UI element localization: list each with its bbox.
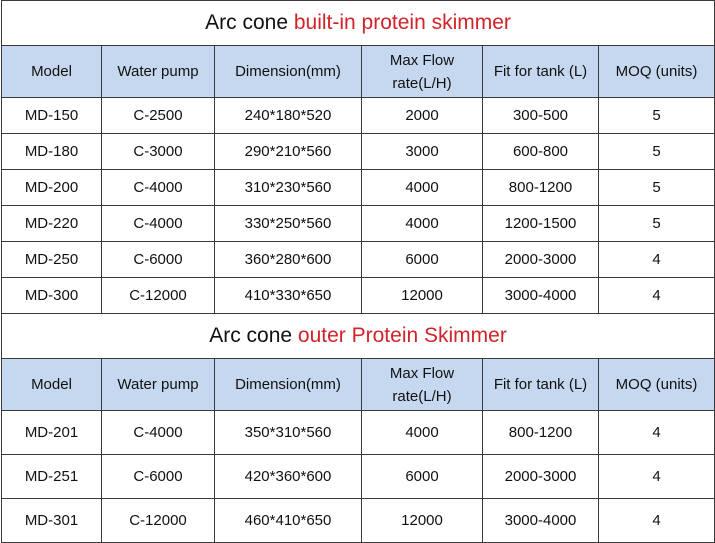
header-dimension: Dimension(mm) (215, 46, 362, 98)
table-row (2, 170, 715, 206)
cell-pump: C-4000 (102, 170, 215, 206)
product-spec-table (1, 0, 715, 543)
header-flow-line2: rate(L/H) (392, 387, 452, 405)
cell-flow: 4000 (362, 206, 483, 242)
cell-tank: 1200-1500 (483, 206, 599, 242)
header-water-pump: Water pump (102, 359, 215, 411)
table-row (2, 455, 715, 499)
cell-pump: C-3000 (102, 134, 215, 170)
cell-tank: 2000-3000 (483, 455, 599, 499)
header-model: Model (2, 46, 102, 98)
cell-tank: 3000-4000 (483, 499, 599, 543)
cell-dimension: 290*210*560 (215, 134, 362, 170)
cell-dimension: 310*230*560 (215, 170, 362, 206)
cell-dimension: 410*330*650 (215, 278, 362, 314)
cell-tank: 3000-4000 (483, 278, 599, 314)
cell-moq: 4 (599, 455, 715, 499)
header-row (2, 359, 715, 411)
header-max-flow (362, 46, 483, 98)
cell-dimension: 240*180*520 (215, 98, 362, 134)
cell-model: MD-200 (2, 170, 102, 206)
section-title-row (2, 314, 715, 359)
cell-pump: C-4000 (102, 206, 215, 242)
table-row (2, 278, 715, 314)
header-flow-line1: Max Flow (389, 364, 455, 382)
cell-moq: 4 (599, 242, 715, 278)
title-highlight: built-in protein skimmer (293, 11, 511, 34)
cell-dimension: 360*280*600 (215, 242, 362, 278)
cell-pump: C-2500 (102, 98, 215, 134)
cell-dimension: 460*410*650 (215, 499, 362, 543)
title-prefix: Arc cone (209, 324, 293, 347)
cell-moq: 5 (599, 170, 715, 206)
table-row (2, 206, 715, 242)
header-model: Model (2, 359, 102, 411)
cell-flow: 6000 (362, 242, 483, 278)
cell-dimension: 330*250*560 (215, 206, 362, 242)
cell-moq: 5 (599, 98, 715, 134)
cell-model: MD-150 (2, 98, 102, 134)
table-row (2, 242, 715, 278)
cell-pump: C-6000 (102, 455, 215, 499)
cell-dimension: 420*360*600 (215, 455, 362, 499)
header-fit-tank: Fit for tank (L) (483, 46, 599, 98)
header-dimension: Dimension(mm) (215, 359, 362, 411)
header-moq: MOQ (units) (599, 359, 715, 411)
cell-tank: 800-1200 (483, 170, 599, 206)
cell-pump: C-12000 (102, 499, 215, 543)
cell-model: MD-201 (2, 411, 102, 455)
section-title (2, 314, 715, 359)
header-fit-tank: Fit for tank (L) (483, 359, 599, 411)
cell-model: MD-250 (2, 242, 102, 278)
cell-model: MD-180 (2, 134, 102, 170)
header-water-pump: Water pump (102, 46, 215, 98)
cell-flow: 2000 (362, 98, 483, 134)
cell-model: MD-251 (2, 455, 102, 499)
cell-dimension: 350*310*560 (215, 411, 362, 455)
cell-moq: 5 (599, 206, 715, 242)
cell-model: MD-301 (2, 499, 102, 543)
table-row (2, 411, 715, 455)
cell-pump: C-12000 (102, 278, 215, 314)
section-title (2, 1, 715, 46)
cell-flow: 4000 (362, 170, 483, 206)
cell-tank: 600-800 (483, 134, 599, 170)
table-row (2, 134, 715, 170)
cell-moq: 5 (599, 134, 715, 170)
section-title-row (2, 1, 715, 46)
cell-pump: C-4000 (102, 411, 215, 455)
cell-moq: 4 (599, 278, 715, 314)
cell-tank: 800-1200 (483, 411, 599, 455)
title-prefix: Arc cone (205, 11, 288, 34)
header-flow-line2: rate(L/H) (392, 74, 452, 92)
header-row (2, 46, 715, 98)
header-flow-line1: Max Flow (389, 51, 455, 69)
cell-flow: 12000 (362, 499, 483, 543)
title-highlight: outer Protein Skimmer (297, 324, 507, 347)
cell-flow: 3000 (362, 134, 483, 170)
cell-tank: 2000-3000 (483, 242, 599, 278)
table-row (2, 499, 715, 543)
cell-tank: 300-500 (483, 98, 599, 134)
cell-moq: 4 (599, 499, 715, 543)
header-max-flow (362, 359, 483, 411)
cell-model: MD-300 (2, 278, 102, 314)
table-row (2, 98, 715, 134)
cell-moq: 4 (599, 411, 715, 455)
cell-pump: C-6000 (102, 242, 215, 278)
cell-model: MD-220 (2, 206, 102, 242)
cell-flow: 12000 (362, 278, 483, 314)
header-moq: MOQ (units) (599, 46, 715, 98)
cell-flow: 4000 (362, 411, 483, 455)
cell-flow: 6000 (362, 455, 483, 499)
